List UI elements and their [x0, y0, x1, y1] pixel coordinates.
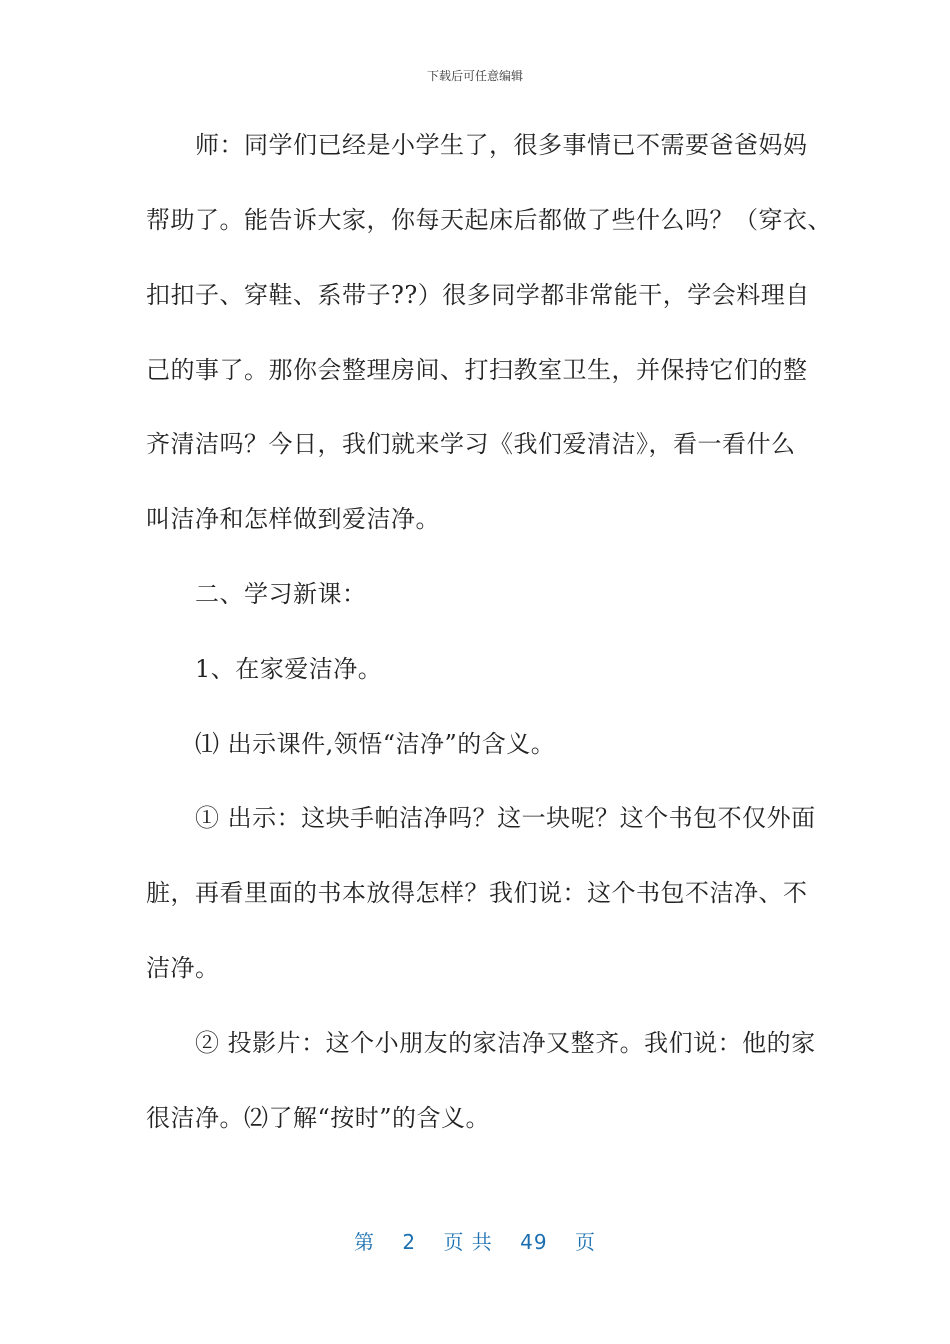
- body-line: 帮助了。能告诉大家，你每天起床后都做了些什么吗？（穿衣、: [146, 206, 832, 234]
- body-line: ① 出示：这块手帕洁净吗？这一块呢？这个书包不仅外面: [146, 804, 816, 832]
- subsection-heading: 1、在家爱洁净。: [146, 655, 383, 683]
- footer-prefix: 第: [354, 1230, 375, 1254]
- body-line: 很洁净。⑵了解“按时”的含义。: [146, 1104, 491, 1132]
- body-line: 洁净。: [146, 954, 220, 982]
- body-line: 己的事了。那你会整理房间、打扫教室卫生，并保持它们的整: [146, 356, 808, 384]
- section-heading: 二、学习新课：: [146, 580, 367, 608]
- body-line: 脏，再看里面的书本放得怎样？我们说：这个书包不洁净、不: [146, 879, 808, 907]
- body-line: 齐清洁吗？今日，我们就来学习《我们爱清洁》，看一看什么: [146, 430, 796, 458]
- footer-total-pages: 49: [520, 1230, 548, 1254]
- body-line: 叫洁净和怎样做到爱洁净。: [146, 505, 440, 533]
- body-line: ⑴ 出示课件,领悟“洁净”的含义。: [146, 730, 556, 758]
- body-line: 扣扣子、穿鞋、系带子??）很多同学都非常能干，学会料理自: [146, 281, 810, 309]
- footer-middle: 页 共: [443, 1230, 493, 1254]
- footer-suffix: 页: [574, 1230, 596, 1254]
- footer-page-number: 2: [402, 1230, 417, 1254]
- page-header-note: 下载后可任意编辑: [426, 69, 523, 83]
- page-footer: [0, 1226, 950, 1255]
- body-line: ② 投影片：这个小朋友的家洁净又整齐。我们说：他的家: [146, 1029, 816, 1057]
- body-line: 师：同学们已经是小学生了，很多事情已不需要爸爸妈妈: [146, 131, 808, 159]
